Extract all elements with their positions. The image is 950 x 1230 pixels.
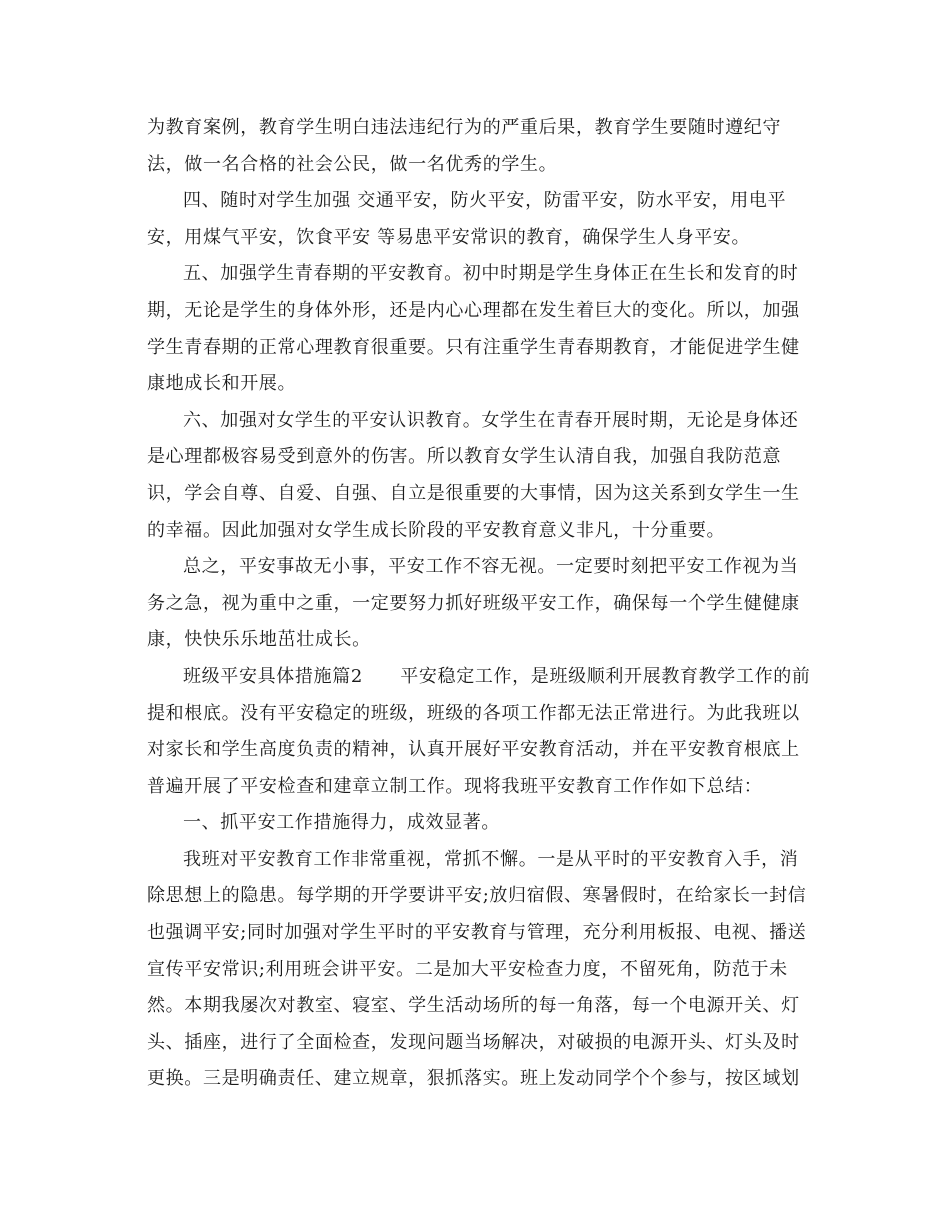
text-line: 对家长和学生高度负责的精神，认真开展好平安教育活动，并在平安教育根底上 [147,739,800,761]
text-line: 康，快快乐乐地茁壮成长。 [147,629,371,651]
text-line: 也强调平安;同时加强对学生平时的平安教育与管理，充分利用板报、电视、播送 [147,922,807,944]
text-line: 期，无论是学生的身体外形，还是内心心理都在发生着巨大的变化。所以，加强 [147,299,800,321]
text-line: 头、插座，进行了全面检查，发现问题当场解决，对破损的电源开头、灯头及时 [147,1031,800,1053]
text-line: 安，用煤气平安，饮食平安 等易患平安常识的教育，确保学生人身平安。 [147,226,751,248]
text-line: 除思想上的隐患。每学期的开学要讲平安;放归宿假、寒暑假时，在给家长一封信 [147,885,807,907]
text-line: 总之，平安事故无小事，平安工作不容无视。一定要时刻把平安工作视为当 [183,556,799,578]
paragraph [147,110,807,183]
text-line: 更换。三是明确责任、建立规章，狠抓落实。班上发动同学个个参与，按区域划 [147,1068,800,1090]
text-line: 提和根底。没有平安稳定的班级，班级的各项工作都无法正常进行。为此我班以 [147,702,800,724]
text-line: 宣传平安常识;利用班会讲平安。二是加大平安检查力度，不留死角，防范于未 [147,958,788,980]
paragraph [147,183,807,256]
text-line: 识，学会自尊、自爱、自强、自立是很重要的大事情，因为这关系到女学生一生 [147,482,800,504]
text-line: 康地成长和开展。 [147,373,297,395]
document-body [147,110,811,1098]
text-line: 法，做一名合格的社会公民，做一名优秀的学生。 [147,153,558,175]
paragraph [147,256,807,402]
paragraph [147,659,811,805]
text-line: 我班对平安教育工作非常重视，常抓不懈。一是从平时的平安教育入手，消 [183,848,799,870]
text-line: 四、随时对学生加强 交通平安，防火平安，防雷平安，防水平安，用电平 [183,190,787,212]
text-line: 班级平安具体措施篇2 平安稳定工作，是班级顺利开展教育教学工作的前 [183,665,811,687]
text-line: 务之急，视为重中之重，一定要努力抓好班级平安工作，确保每一个学生健健康 [147,592,800,614]
text-line: 的幸福。因此加强对女学生成长阶段的平安教育意义非凡，十分重要。 [147,519,726,541]
text-line: 六、加强对女学生的平安认识教育。女学生在青春开展时期，无论是身体还 [183,409,799,431]
paragraph [147,805,807,842]
text-line: 学生青春期的正常心理教育很重要。只有注重学生青春期教育，才能促进学生健 [147,336,800,358]
text-line: 一、抓平安工作措施得力，成效显著。 [183,812,501,834]
paragraph [147,842,807,1098]
paragraph [147,549,807,659]
text-line: 是心理都极容易受到意外的伤害。所以教育女学生认清自我，加强自我防范意 [147,446,782,468]
text-line: 普遍开展了平安检查和建章立制工作。现将我班平安教育工作作如下总结： [147,775,763,797]
paragraph [147,403,807,549]
text-line: 五、加强学生青春期的平安教育。初中时期是学生身体正在生长和发育的时 [183,263,799,285]
text-line: 然。本期我屡次对教室、寝室、学生活动场所的每一角落，每一个电源开关、灯 [147,995,800,1017]
text-line: 为教育案例，教育学生明白违法违纪行为的严重后果，教育学生要随时遵纪守 [147,117,782,138]
